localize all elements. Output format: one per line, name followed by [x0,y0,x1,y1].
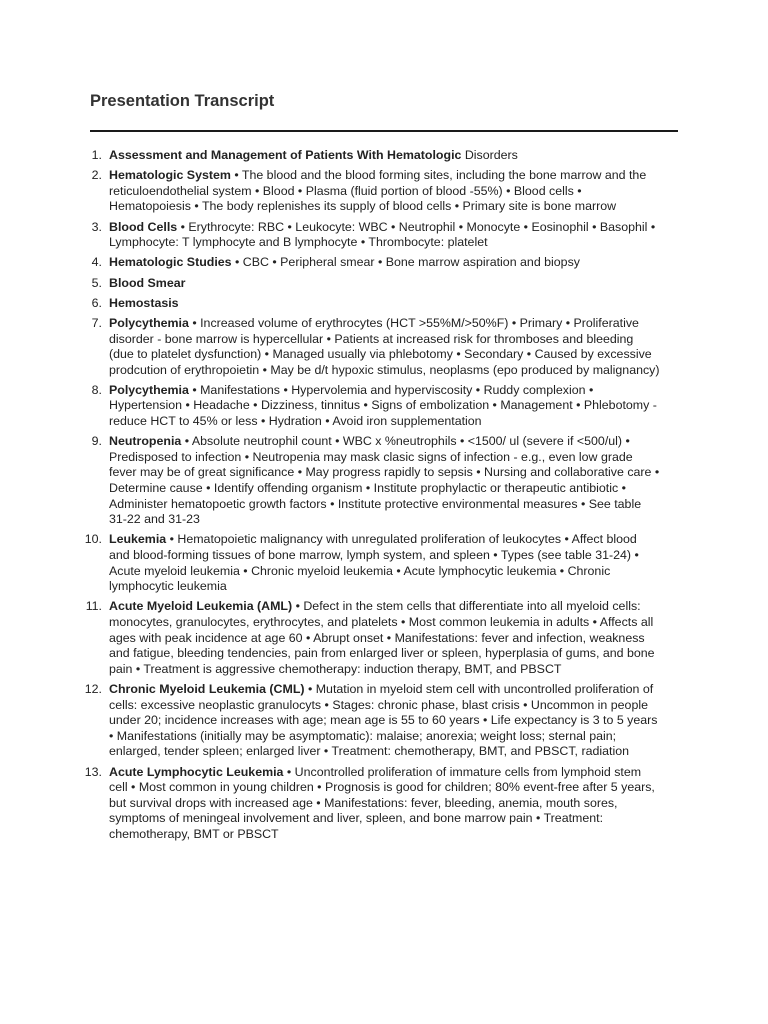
list-item [80,682,660,760]
item-number: 3. [91,219,102,234]
item-text: • Erythrocyte: RBC • Leukocyte: WBC • Neutrophil • Monocyte • Eosinophil • Basophil • Lymphocyte: T lymphocyte and B lymphocyte • Thrombocyte: platelet [109,219,656,250]
item-number: 9. [91,434,102,449]
list-item [80,168,660,215]
item-heading: Polycythemia [109,315,189,330]
item-heading: Blood Smear [109,275,186,290]
item-heading: Hematologic System [109,168,231,183]
item-text: • Mutation in myeloid stem cell with uncontrolled proliferation of cells: excessive neoplastic granulocyts • Stages: chronic phase, blast crisis • Uncommon in people under 20; incidence increases with age; mean age is 55 to 60 years • Life expectancy is 3 to 5 years • Manifestations (initially may be asymptomatic): malaise; anorexia; weight loss; sternal pain; enlarged, tender spleen; enlarged liver • Treatment: chemotherapy, BMT, and PBSCT, radiation [109,681,658,759]
list-item [80,316,660,378]
item-heading: Blood Cells [109,219,178,234]
item-text: • The blood and the blood forming sites, including the bone marrow and the reticuloendothelial system • Blood • Plasma (fluid portion of blood -55%) • Blood cells • Hematopoiesis • The body replenishes its supply of blood cells • Primary site is bone marrow [109,168,647,214]
item-heading: Leukemia [109,532,167,547]
item-text: • CBC • Peripheral smear • Bone marrow aspiration and biopsy [231,255,580,270]
item-heading: Hematologic Studies [109,255,232,270]
title-divider [90,130,678,132]
list-item [80,148,660,164]
item-heading: Acute Myeloid Leukemia (AML) [109,599,293,614]
item-text: • Increased volume of erythrocytes (HCT >55%M/>50%F) • Primary • Proliferative disorder - bone marrow is hypercellular • Patients at increased risk for thromboses and bleeding (due to platelet dysfunction) • Managed usually via phlebotomy • Secondary • Caused by excessive prodcution of erythropoietin • May be d/t hypoxic stimulus, neoplasms (epo produced by malignancy) [109,315,660,377]
item-number: 10. [84,532,102,547]
list-item [80,296,660,312]
page-title: Presentation Transcript [90,92,275,110]
item-number: 1. [91,148,102,162]
item-number: 6. [91,295,102,310]
list-item [80,255,660,271]
list-item [80,765,660,843]
list-item [80,383,660,430]
list-item [80,276,660,292]
list-item [80,532,660,594]
item-number: 8. [91,382,102,397]
item-heading: Neutropenia [109,434,182,449]
item-heading: Assessment and Management of Patients With Hematologic [109,148,462,162]
item-number: 11. [85,599,102,614]
item-number: 4. [91,255,102,270]
item-text: • Uncontrolled proliferation of immature cells from lymphoid stem cell • Most common in young children • Prognosis is good for children; 80% event-free after 5 years, but survival drops with increased age • Manifestations: fever, bleeding, anemia, mouth sores, symptoms of meningeal involvement and liver, spleen, and bone marrow pain • Treatment: chemotherapy, BMT or PBSCT [109,764,655,841]
item-text: Disorders [461,148,518,162]
list-item [80,599,660,677]
item-text: • Hematopoietic malignancy with unregulated proliferation of leukocytes • Affect blood and blood-forming tissues of bone marrow, lymph system, and spleen • Types (see table 31-24) • Acute myeloid leukemia • Chronic myeloid leukemia • Acute lymphocytic leukemia • Chronic lymphocytic leukemia [109,532,639,594]
transcript-list [80,148,660,847]
item-text: • Manifestations • Hypervolemia and hyperviscosity • Ruddy complexion • Hypertension • Headache • Dizziness, tinnitus • Signs of embolization • Management • Phlebotomy - reduce HCT to 45% or less • Hydration • Avoid iron supplementation [109,382,657,429]
item-number: 2. [91,168,102,183]
item-number: 7. [91,315,102,330]
item-heading: Acute Lymphocytic Leukemia [109,764,284,779]
item-number: 13. [84,764,102,779]
item-heading: Chronic Myeloid Leukemia (CML) [109,681,305,696]
item-heading: Polycythemia [109,382,189,397]
item-text: • Absolute neutrophil count • WBC x %neutrophils • <1500/ ul (severe if <500/ul) • Predisposed to infection • Neutropenia may mask clasic signs of infection - e.g., even low grade fever may be of great significance • May progress rapidly to sepsis • Nursing and collaborative care • Determine cause • Identify offending organism • Institute prophylactic or therapeutic antibiotic • Administer hematopoetic growth factors • Institute protective environmental measures • See table 31-22 and 31-23 [109,434,660,527]
list-item [80,434,660,528]
item-heading: Hemostasis [109,295,179,310]
list-item [80,220,660,251]
item-number: 5. [91,275,102,290]
item-text: • Defect in the stem cells that differentiate into all myeloid cells: monocytes, granulocytes, erythrocytes, and platelets • Most common leukemia in adults • Affects all ages with peak incidence at age 60 • Abrupt onset • Manifestations: fever and infection, weakness and fatigue, bleeding tendencies, pain from enlarged liver or spleen, hyperplasia of gums, and bone pain • Treatment is aggressive chemotherapy: induction therapy, BMT, and PBSCT [109,599,655,676]
item-number: 12. [84,681,102,696]
